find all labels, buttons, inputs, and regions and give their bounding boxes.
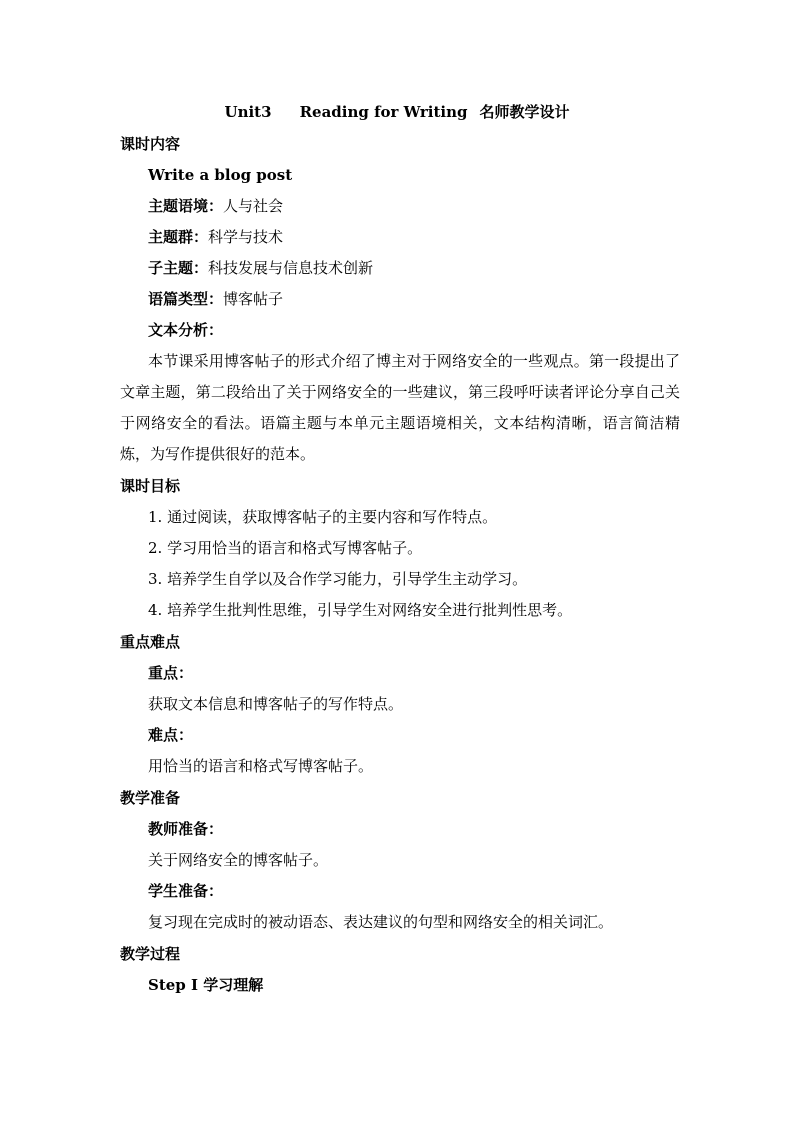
theme-context: 主题语境：人与社会 (148, 197, 284, 215)
title-topic: Reading for Writing (299, 103, 468, 121)
heading-prep: 教学准备 (120, 789, 181, 807)
analysis-label: 文本分析： (148, 321, 224, 339)
student-prep-label: 学生准备： (148, 882, 224, 900)
heading-process: 教学过程 (120, 945, 181, 963)
heading-content: 课时内容 (120, 135, 181, 153)
teacher-prep-text: 关于网络安全的博客帖子。 (148, 851, 329, 869)
student-prep-text: 复习现在完成时的被动语态、表达建议的句型和网络安全的相关词汇。 (148, 913, 614, 931)
difficulty-text: 用恰当的语言和格式写博客帖子。 (148, 757, 374, 775)
heading-key: 重点难点 (120, 633, 181, 651)
genre: 语篇类型：博客帖子 (148, 290, 284, 308)
key-label: 重点： (148, 664, 194, 682)
page-title (0, 102, 794, 122)
step-1-heading: Step I 学习理解 (148, 976, 264, 994)
objective-item: 4. 培养学生批判性思维，引导学生对网络安全进行批判性思考。 (148, 601, 573, 619)
title-unit: Unit3 (224, 103, 272, 121)
objective-item: 3. 培养学生自学以及合作学习能力，引导学生主动学习。 (148, 570, 528, 588)
theme-group: 主题群：科学与技术 (148, 228, 284, 246)
sub-theme: 子主题：科技发展与信息技术创新 (148, 259, 374, 277)
task-text: Write a blog post (148, 166, 293, 184)
objective-item: 2. 学习用恰当的语言和格式写博客帖子。 (148, 539, 423, 557)
difficulty-label: 难点： (148, 726, 194, 744)
key-text: 获取文本信息和博客帖子的写作特点。 (148, 695, 404, 713)
heading-objectives: 课时目标 (120, 477, 181, 495)
objective-item: 1. 通过阅读，获取博客帖子的主要内容和写作特点。 (148, 508, 498, 526)
teacher-prep-label: 教师准备： (148, 820, 224, 838)
analysis-paragraph: 本节课采用博客帖子的形式介绍了博主对于网络安全的一些观点。第一段提出了文章主题，第二段给出了关于网络安全的一些建议，第三段呼吁读者评论分享自己关 于网络安全的看法。语篇主题与本单元主题语境相关，文本结构清晰，语言简洁精炼，为写作提供很好的范本。 (120, 352, 680, 463)
title-suffix: 名师教学设计 (479, 103, 570, 121)
